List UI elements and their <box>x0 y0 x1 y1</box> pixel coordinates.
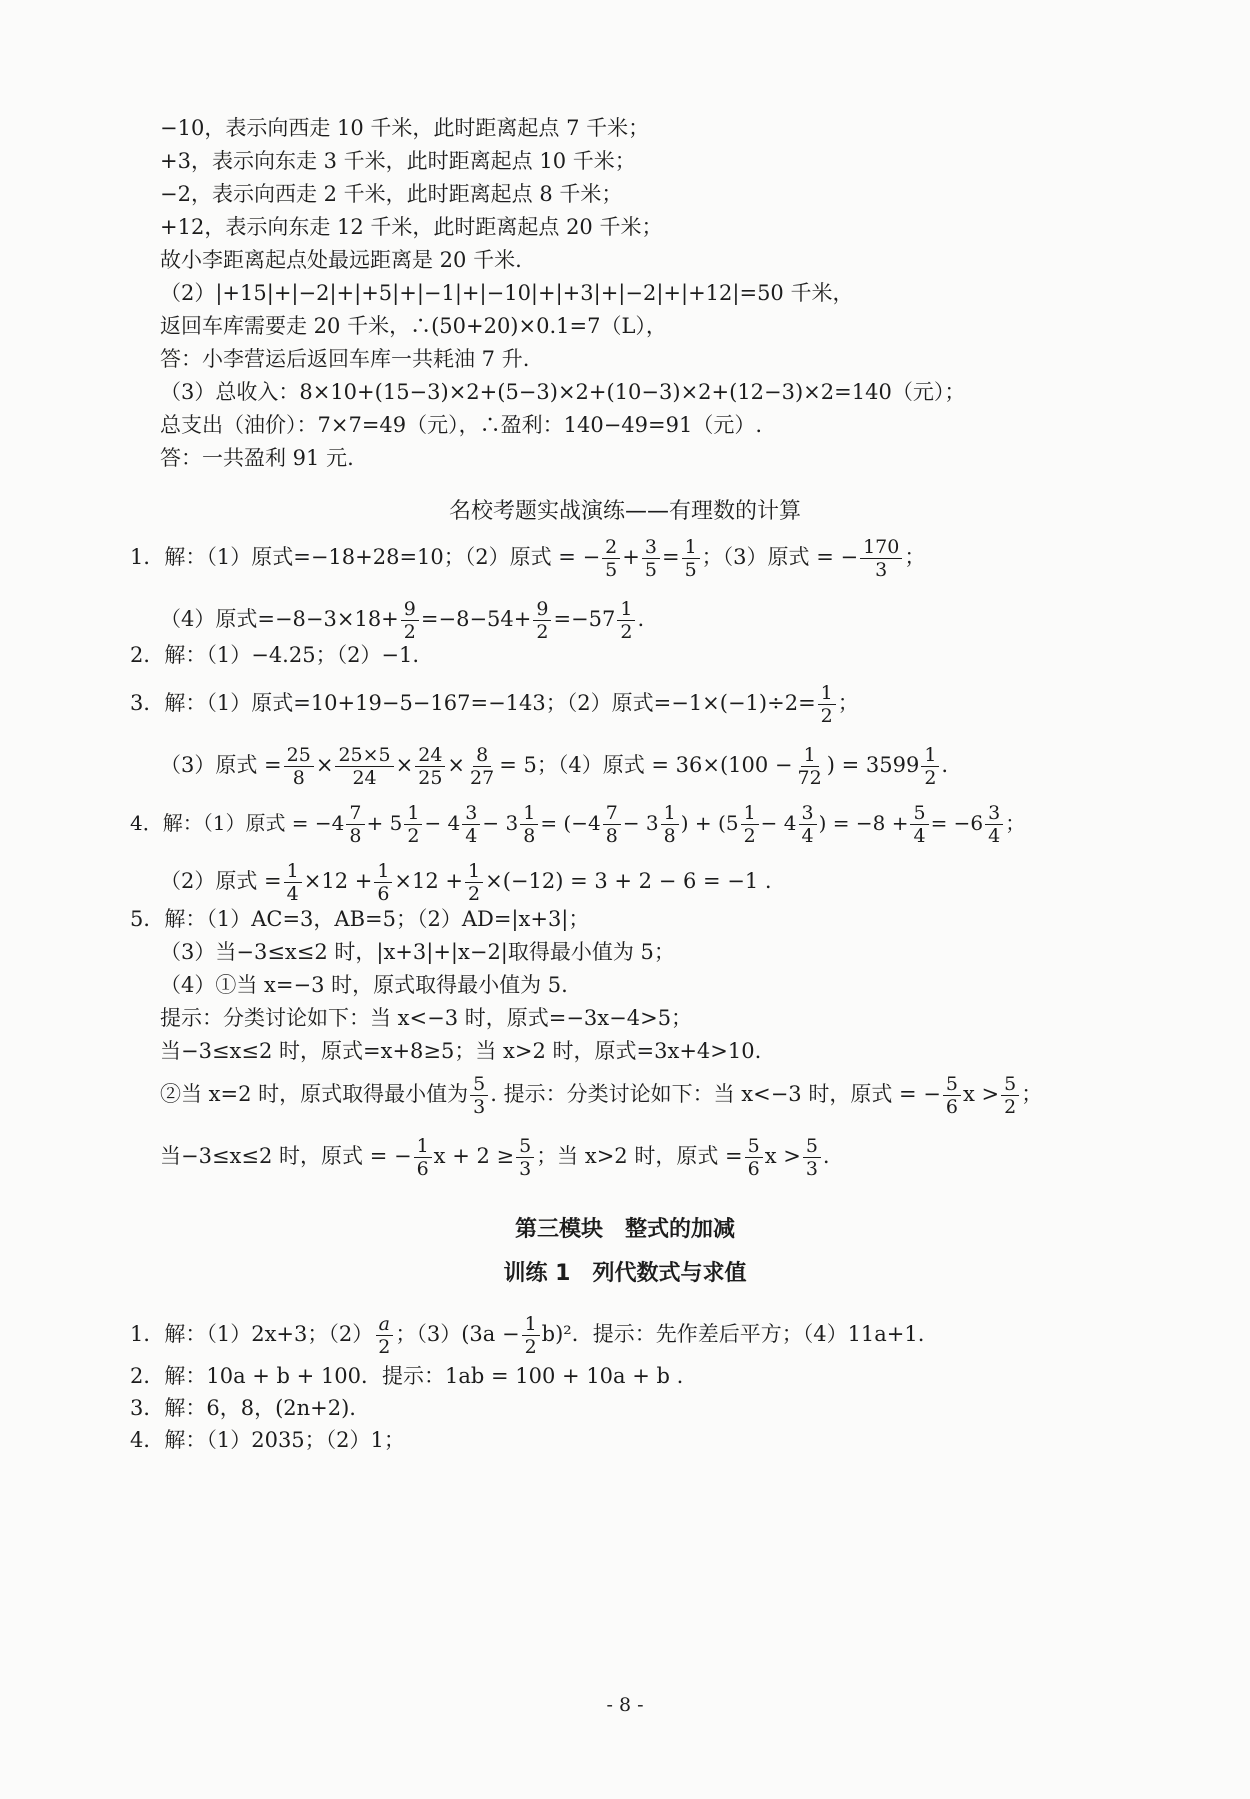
text-line: （4）①当 x=−3 时，原式取得最小值为 5. <box>160 973 568 997</box>
question-1: 1．解：（1）原式=−18+28=10；（2）原式 = − $\frac{2}{5}$ + $\frac{3}{5}$ = $\frac{1}{5}$ ；（3）原式 = − $\frac{170}{3}$ ； <box>130 536 926 581</box>
text-line: 提示：分类讨论如下：当 x<−3 时，原式=−3x−4>5； <box>160 1006 693 1030</box>
question-1-part4: （4）原式=−8−3×18+ $\frac{9}{2}$ =−8−54+ $\frac{9}{2}$ =−57 $\frac{1}{2}$ . <box>160 598 645 643</box>
text-line: 当−3≤x≤2 时，原式 = − $\frac{1}{6}$ x + 2 ≥ $\frac{5}{3}$ ；当 x>2 时，原式 = $\frac{5}{6}$ x > $\frac{5}{3}$ . <box>160 1135 830 1180</box>
text-line: 当−3≤x≤2 时，原式=x+8≥5；当 x>2 时，原式=3x+4>10. <box>160 1039 762 1063</box>
question-4: 4．解：（1）原式 = −4 $\frac{7}{8}$ + 5 $\frac{1}{2}$ − 4 $\frac{3}{4}$ − 3 $\frac{1}{8}$ = (−4 $\frac{7}{8}$ − 3 $\frac{1}{8}$ ) + (5 $\frac{1}{2}$ − 4 $\frac{3}{4}$ ) = −8 + $\frac{5}{4}$ = −6 $\frac{3}{4}$ ； <box>130 802 1026 847</box>
section-title: 名校考题实战演练——有理数的计算 <box>448 499 801 524</box>
answer-3: 3．解：6，8，(2n+2). <box>130 1396 356 1420</box>
answer-2: 2．解：10a + b + 100．提示：1ab = 100 + 10a + b . <box>130 1364 684 1388</box>
text-line: −2，表示向西走 2 千米，此时距离起点 8 千米； <box>160 182 623 206</box>
text-line: （2）|+15|+|−2|+|+5|+|−1|+|−10|+|+3|+|−2|+|+12|=50 千米， <box>160 281 854 305</box>
question-3: 3．解：（1）原式=10+19−5−167=−143；（2）原式=−1×(−1)÷2= $\frac{1}{2}$ ； <box>130 682 859 727</box>
page-number: - 8 - <box>606 1694 644 1716</box>
question-2: 2．解：（1）−4.25；（2）−1. <box>130 643 420 667</box>
text-line: 答：一共盈利 91 元. <box>160 446 354 470</box>
text-line: +12，表示向东走 12 千米，此时距离起点 20 千米； <box>160 215 663 239</box>
answer-1: 1．解：（1）2x+3；（2） $\frac{a}{2}$ ；（3）(3a − $\frac{1}{2}$ b)²．提示：先作差后平方；（4）11a+1. <box>130 1313 925 1358</box>
text-line: ②当 x=2 时，原式取得最小值为 $\frac{5}{3}$ . 提示：分类讨论如下：当 x<−3 时，原式 = − $\frac{5}{6}$ x > $\frac{5}{2}$ ； <box>160 1073 1043 1118</box>
text-line: （3）总收入：8×10+(15−3)×2+(5−3)×2+(10−3)×2+(12−3)×2=140（元）； <box>160 380 966 404</box>
answer-4: 4．解：（1）2035；（2）1； <box>130 1428 405 1452</box>
question-5: 5．解：（1）AC=3，AB=5；（2）AD=|x+3|； <box>130 907 590 931</box>
text-line: +3，表示向东走 3 千米，此时距离起点 10 千米； <box>160 149 636 173</box>
training-title: 训练 1 列代数式与求值 <box>503 1261 747 1286</box>
text-line: 返回车库需要走 20 千米，∴(50+20)×0.1=7（L）， <box>160 314 667 338</box>
text-line: −10，表示向西走 10 千米，此时距离起点 7 千米； <box>160 116 650 140</box>
text-line: 答：小李营运后返回车库一共耗油 7 升. <box>160 347 530 371</box>
question-3-part3: （3）原式 = $\frac{25}{8}$ × $\frac{25\times 5}{24}$ × $\frac{24}{25}$ × $\frac{8}{27}$ = 5；（4）原式 = 36×(100 − $\frac{1}{72}$ ) = 3599 $\frac{1}{2}$ . <box>160 744 949 789</box>
question-4-part2: （2）原式 = $\frac{1}{4}$ ×12 + $\frac{1}{6}$ ×12 + $\frac{1}{2}$ ×(−12) = 3 + 2 − 6 = −1 . <box>160 860 772 905</box>
module-title: 第三模块 整式的加减 <box>514 1217 735 1242</box>
text-line: 总支出（油价）：7×7=49（元），∴盈利：140−49=91（元）. <box>160 413 763 437</box>
text-line: （3）当−3≤x≤2 时，|x+3|+|x−2|取得最小值为 5； <box>160 940 675 964</box>
text-line: 故小李距离起点处最远距离是 20 千米. <box>160 248 522 272</box>
